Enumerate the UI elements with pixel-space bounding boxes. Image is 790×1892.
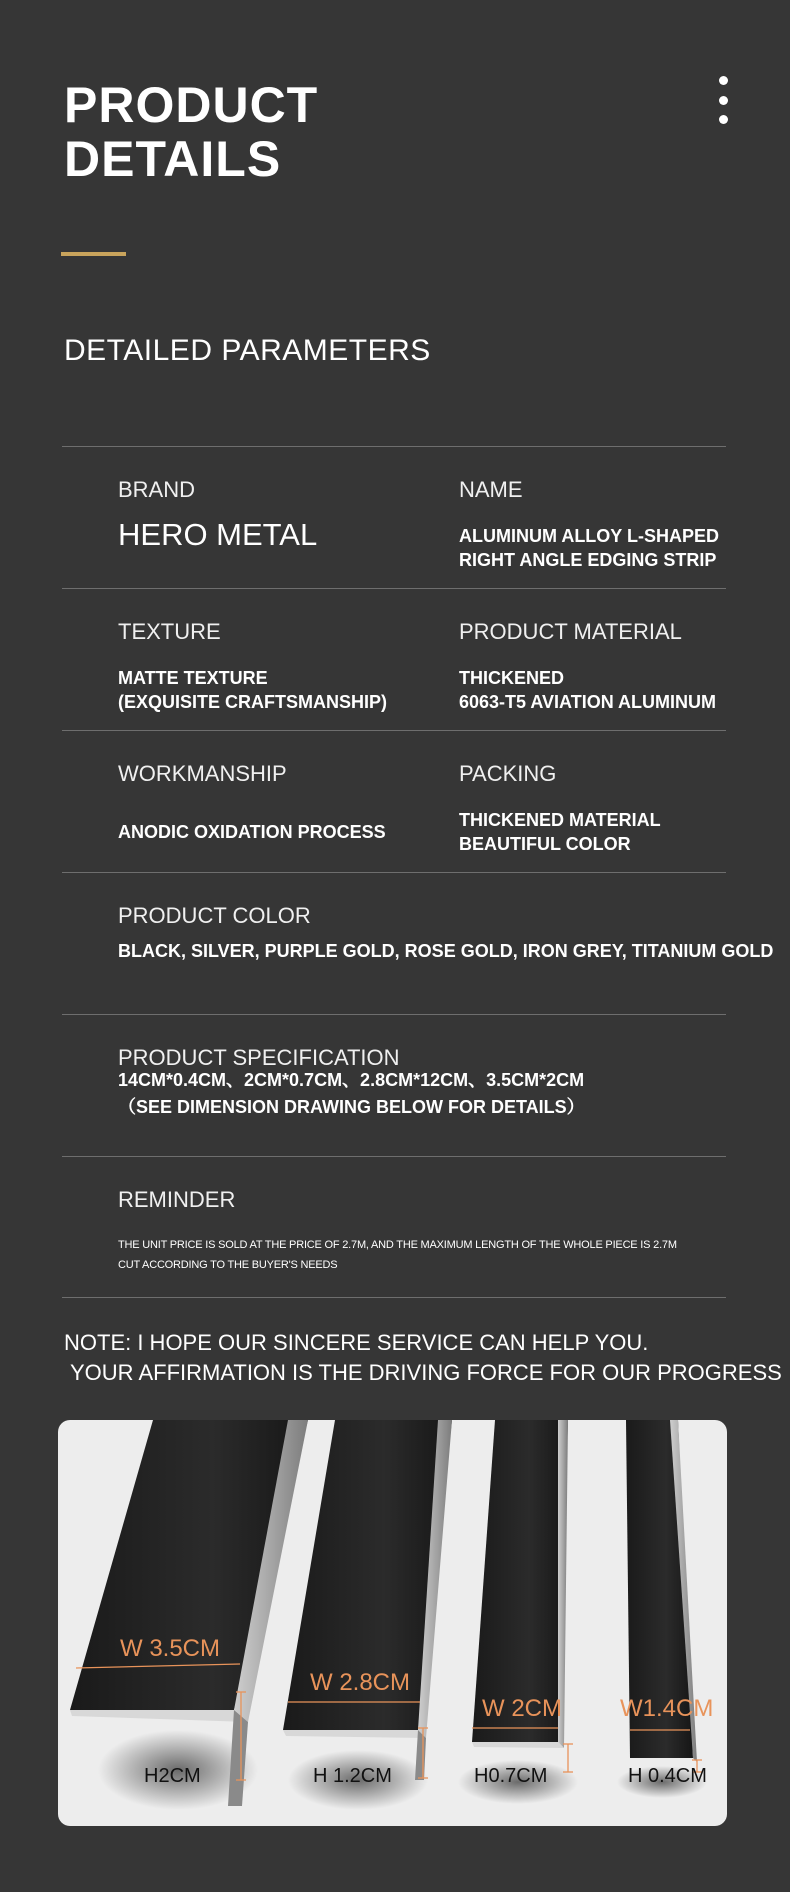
param-value-line: THICKENED MATERIAL	[459, 810, 661, 830]
kebab-dot	[719, 76, 728, 85]
accent-divider	[61, 252, 126, 256]
height-label-2: H 1.2CM	[313, 1765, 392, 1787]
param-value-line: BEAUTIFUL COLOR	[459, 834, 631, 854]
param-label: PRODUCT MATERIAL	[459, 619, 682, 644]
param-label: BRAND	[118, 477, 196, 502]
param-value-line: THICKENED	[459, 668, 565, 688]
section-title: DETAILED PARAMETERS	[64, 334, 431, 367]
param-value	[118, 666, 387, 714]
params-row-color	[62, 872, 774, 1014]
param-value-line: CUT ACCORDING TO THE BUYER'S NEEDS	[118, 1259, 338, 1271]
note-line: YOUR AFFIRMATION IS THE DRIVING FORCE FOR OUR PROGRESS	[70, 1360, 782, 1385]
params-row-brand-name	[62, 446, 726, 588]
params-row-specification	[62, 1014, 726, 1156]
params-row-reminder	[62, 1156, 726, 1298]
edging-strip-1	[70, 1420, 308, 1810]
param-value	[459, 666, 716, 714]
param-value	[459, 524, 719, 572]
param-label: PRODUCT COLOR	[118, 903, 311, 928]
edging-strip-3	[458, 1420, 578, 1804]
service-note	[64, 1328, 782, 1388]
param-value-line: ALUMINUM ALLOY L-SHAPED	[459, 526, 719, 546]
params-row-workmanship-packing	[62, 730, 726, 872]
product-dimension-drawing	[58, 1420, 727, 1826]
param-value: HERO METAL	[118, 517, 318, 552]
width-label-4: W1.4CM	[620, 1695, 714, 1722]
param-value-line: 6063-T5 AVIATION ALUMINUM	[459, 692, 717, 712]
param-value-line: MATTE TEXTURE	[118, 668, 268, 688]
param-value-line: (EXQUISITE CRAFTSMANSHIP)	[118, 692, 388, 712]
more-options-icon[interactable]	[712, 76, 734, 124]
width-label-2: W 2.8CM	[310, 1669, 411, 1696]
height-label-3: H0.7CM	[474, 1765, 548, 1787]
parameters-table	[62, 446, 774, 1298]
height-label-4: H 0.4CM	[628, 1765, 707, 1787]
edging-strip-4	[617, 1420, 707, 1798]
product-dimension-image	[58, 1420, 727, 1826]
param-value: BLACK, SILVER, PURPLE GOLD, ROSE GOLD, IRON GREY, TITANIUM GOLD	[118, 941, 774, 961]
param-label: NAME	[459, 477, 523, 502]
param-value-line: THE UNIT PRICE IS SOLD AT THE PRICE OF 2.7M, AND THE MAXIMUM LENGTH OF THE WHOLE PIECE IS 2.7M	[118, 1239, 677, 1251]
param-value	[459, 808, 661, 856]
param-label: TEXTURE	[118, 619, 221, 644]
param-value	[118, 1067, 585, 1121]
params-row-texture-material	[62, 588, 726, 730]
edging-strip-2	[283, 1420, 452, 1810]
param-label: REMINDER	[118, 1187, 236, 1212]
page-title-line1: PRODUCT	[64, 77, 319, 133]
param-value	[118, 1235, 677, 1275]
kebab-dot	[719, 115, 728, 124]
param-label: PRODUCT SPECIFICATION	[118, 1045, 400, 1070]
width-label-1: W 3.5CM	[120, 1635, 221, 1662]
height-label-1: H2CM	[144, 1765, 201, 1787]
page-title	[64, 78, 318, 186]
width-label-3: W 2CM	[482, 1695, 562, 1722]
param-value-line: 14CM*0.4CM、2CM*0.7CM、2.8CM*12CM、3.5CM*2CM	[118, 1070, 585, 1090]
param-label: PACKING	[459, 761, 557, 786]
param-value-line: RIGHT ANGLE EDGING STRIP	[459, 550, 717, 570]
param-value-line: （SEE DIMENSION DRAWING BELOW FOR DETAILS）	[118, 1097, 585, 1117]
param-label: WORKMANSHIP	[118, 761, 287, 786]
kebab-dot	[719, 96, 728, 105]
param-value: ANODIC OXIDATION PROCESS	[118, 822, 386, 842]
page-title-line2: DETAILS	[64, 131, 282, 187]
note-line: NOTE: I HOPE OUR SINCERE SERVICE CAN HELP YOU.	[64, 1330, 649, 1355]
